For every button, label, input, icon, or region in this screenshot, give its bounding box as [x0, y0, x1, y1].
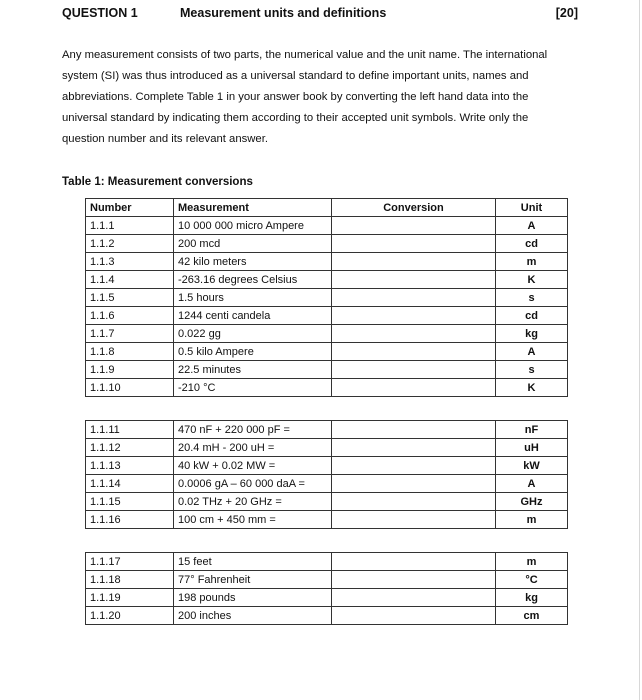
- row-measurement: 77° Fahrenheit: [174, 571, 332, 589]
- row-measurement: 0.02 THz + 20 GHz =: [174, 493, 332, 511]
- row-conversion[interactable]: [332, 511, 496, 529]
- row-unit: K: [496, 379, 568, 397]
- spacer-cell: [496, 529, 568, 553]
- spacer-cell: [86, 529, 174, 553]
- row-measurement: 1.5 hours: [174, 289, 332, 307]
- row-measurement: -210 °C: [174, 379, 332, 397]
- table-row: [86, 421, 568, 439]
- row-number: 1.1.5: [86, 289, 174, 307]
- row-unit: m: [496, 553, 568, 571]
- table-row: [86, 589, 568, 607]
- question-marks: [20]: [555, 6, 578, 20]
- table-row: [86, 217, 568, 235]
- table-row: [86, 571, 568, 589]
- row-conversion[interactable]: [332, 217, 496, 235]
- row-measurement: 42 kilo meters: [174, 253, 332, 271]
- row-number: 1.1.7: [86, 325, 174, 343]
- row-conversion[interactable]: [332, 235, 496, 253]
- table-row: [86, 511, 568, 529]
- table-caption: Table 1: Measurement conversions: [62, 176, 253, 188]
- row-conversion[interactable]: [332, 457, 496, 475]
- table-row: [86, 475, 568, 493]
- row-unit: nF: [496, 421, 568, 439]
- row-conversion[interactable]: [332, 475, 496, 493]
- row-unit: s: [496, 289, 568, 307]
- row-measurement: 100 cm + 450 mm =: [174, 511, 332, 529]
- table-header-row: [86, 199, 568, 217]
- header-measurement: Measurement: [174, 199, 332, 217]
- row-unit: cd: [496, 307, 568, 325]
- row-measurement: 0.5 kilo Ampere: [174, 343, 332, 361]
- table-row: [86, 457, 568, 475]
- row-conversion[interactable]: [332, 325, 496, 343]
- header-unit: Unit: [496, 199, 568, 217]
- row-unit: s: [496, 361, 568, 379]
- row-measurement: 10 000 000 micro Ampere: [174, 217, 332, 235]
- table-row: [86, 343, 568, 361]
- row-conversion[interactable]: [332, 553, 496, 571]
- row-number: 1.1.15: [86, 493, 174, 511]
- table-row: [86, 253, 568, 271]
- table-body: [86, 217, 568, 625]
- row-unit: m: [496, 511, 568, 529]
- table-row: [86, 607, 568, 625]
- row-number: 1.1.6: [86, 307, 174, 325]
- row-measurement: 40 kW + 0.02 MW =: [174, 457, 332, 475]
- row-conversion[interactable]: [332, 379, 496, 397]
- row-measurement: 200 inches: [174, 607, 332, 625]
- row-measurement: 0.022 gg: [174, 325, 332, 343]
- row-unit: K: [496, 271, 568, 289]
- row-conversion[interactable]: [332, 493, 496, 511]
- group-spacer-row: [86, 529, 568, 553]
- row-number: 1.1.2: [86, 235, 174, 253]
- row-measurement: 15 feet: [174, 553, 332, 571]
- header-number: Number: [86, 199, 174, 217]
- row-measurement: 198 pounds: [174, 589, 332, 607]
- row-unit: m: [496, 253, 568, 271]
- row-unit: A: [496, 475, 568, 493]
- row-number: 1.1.10: [86, 379, 174, 397]
- row-measurement: 470 nF + 220 000 pF =: [174, 421, 332, 439]
- header-conversion: Conversion: [332, 199, 496, 217]
- row-unit: °C: [496, 571, 568, 589]
- row-number: 1.1.13: [86, 457, 174, 475]
- row-unit: kW: [496, 457, 568, 475]
- row-number: 1.1.14: [86, 475, 174, 493]
- row-measurement: -263.16 degrees Celsius: [174, 271, 332, 289]
- row-unit: A: [496, 343, 568, 361]
- conversion-table: [85, 198, 568, 625]
- row-unit: uH: [496, 439, 568, 457]
- row-measurement: 1244 centi candela: [174, 307, 332, 325]
- row-conversion[interactable]: [332, 439, 496, 457]
- row-unit: A: [496, 217, 568, 235]
- row-number: 1.1.8: [86, 343, 174, 361]
- row-unit: kg: [496, 325, 568, 343]
- row-number: 1.1.3: [86, 253, 174, 271]
- question-title: Measurement units and definitions: [180, 6, 387, 20]
- row-number: 1.1.4: [86, 271, 174, 289]
- table-row: [86, 307, 568, 325]
- row-number: 1.1.9: [86, 361, 174, 379]
- row-number: 1.1.12: [86, 439, 174, 457]
- row-number: 1.1.17: [86, 553, 174, 571]
- table-row: [86, 289, 568, 307]
- row-unit: cd: [496, 235, 568, 253]
- row-conversion[interactable]: [332, 307, 496, 325]
- spacer-cell: [332, 397, 496, 421]
- spacer-cell: [86, 397, 174, 421]
- row-conversion[interactable]: [332, 421, 496, 439]
- row-conversion[interactable]: [332, 253, 496, 271]
- row-unit: kg: [496, 589, 568, 607]
- row-conversion[interactable]: [332, 607, 496, 625]
- table-row: [86, 271, 568, 289]
- row-measurement: 22.5 minutes: [174, 361, 332, 379]
- table-row: [86, 235, 568, 253]
- row-measurement: 0.0006 gA – 60 000 daA =: [174, 475, 332, 493]
- row-conversion[interactable]: [332, 289, 496, 307]
- row-number: 1.1.1: [86, 217, 174, 235]
- row-number: 1.1.11: [86, 421, 174, 439]
- table-row: [86, 553, 568, 571]
- intro-paragraph: Any measurement consists of two parts, the numerical value and the unit name. The international system (SI) was thus introduced as a universal standard to define important units, names and abbreviations. Complete Table 1 in your answer book by converting the left hand data into the universal standard by indicating them according to their accepted unit symbols. Write only the question number and its relevant answer.: [62, 49, 548, 145]
- table-row: [86, 493, 568, 511]
- table-row: [86, 379, 568, 397]
- table-row: [86, 439, 568, 457]
- question-number: QUESTION 1: [62, 6, 138, 20]
- group-spacer-row: [86, 397, 568, 421]
- row-number: 1.1.20: [86, 607, 174, 625]
- row-unit: cm: [496, 607, 568, 625]
- row-conversion[interactable]: [332, 589, 496, 607]
- row-number: 1.1.19: [86, 589, 174, 607]
- row-unit: GHz: [496, 493, 568, 511]
- row-conversion[interactable]: [332, 343, 496, 361]
- row-conversion[interactable]: [332, 571, 496, 589]
- row-conversion[interactable]: [332, 361, 496, 379]
- table-row: [86, 325, 568, 343]
- spacer-cell: [174, 529, 332, 553]
- row-measurement: 200 mcd: [174, 235, 332, 253]
- row-number: 1.1.18: [86, 571, 174, 589]
- row-number: 1.1.16: [86, 511, 174, 529]
- spacer-cell: [496, 397, 568, 421]
- spacer-cell: [174, 397, 332, 421]
- spacer-cell: [332, 529, 496, 553]
- table-row: [86, 361, 568, 379]
- row-conversion[interactable]: [332, 271, 496, 289]
- row-measurement: 20.4 mH - 200 uH =: [174, 439, 332, 457]
